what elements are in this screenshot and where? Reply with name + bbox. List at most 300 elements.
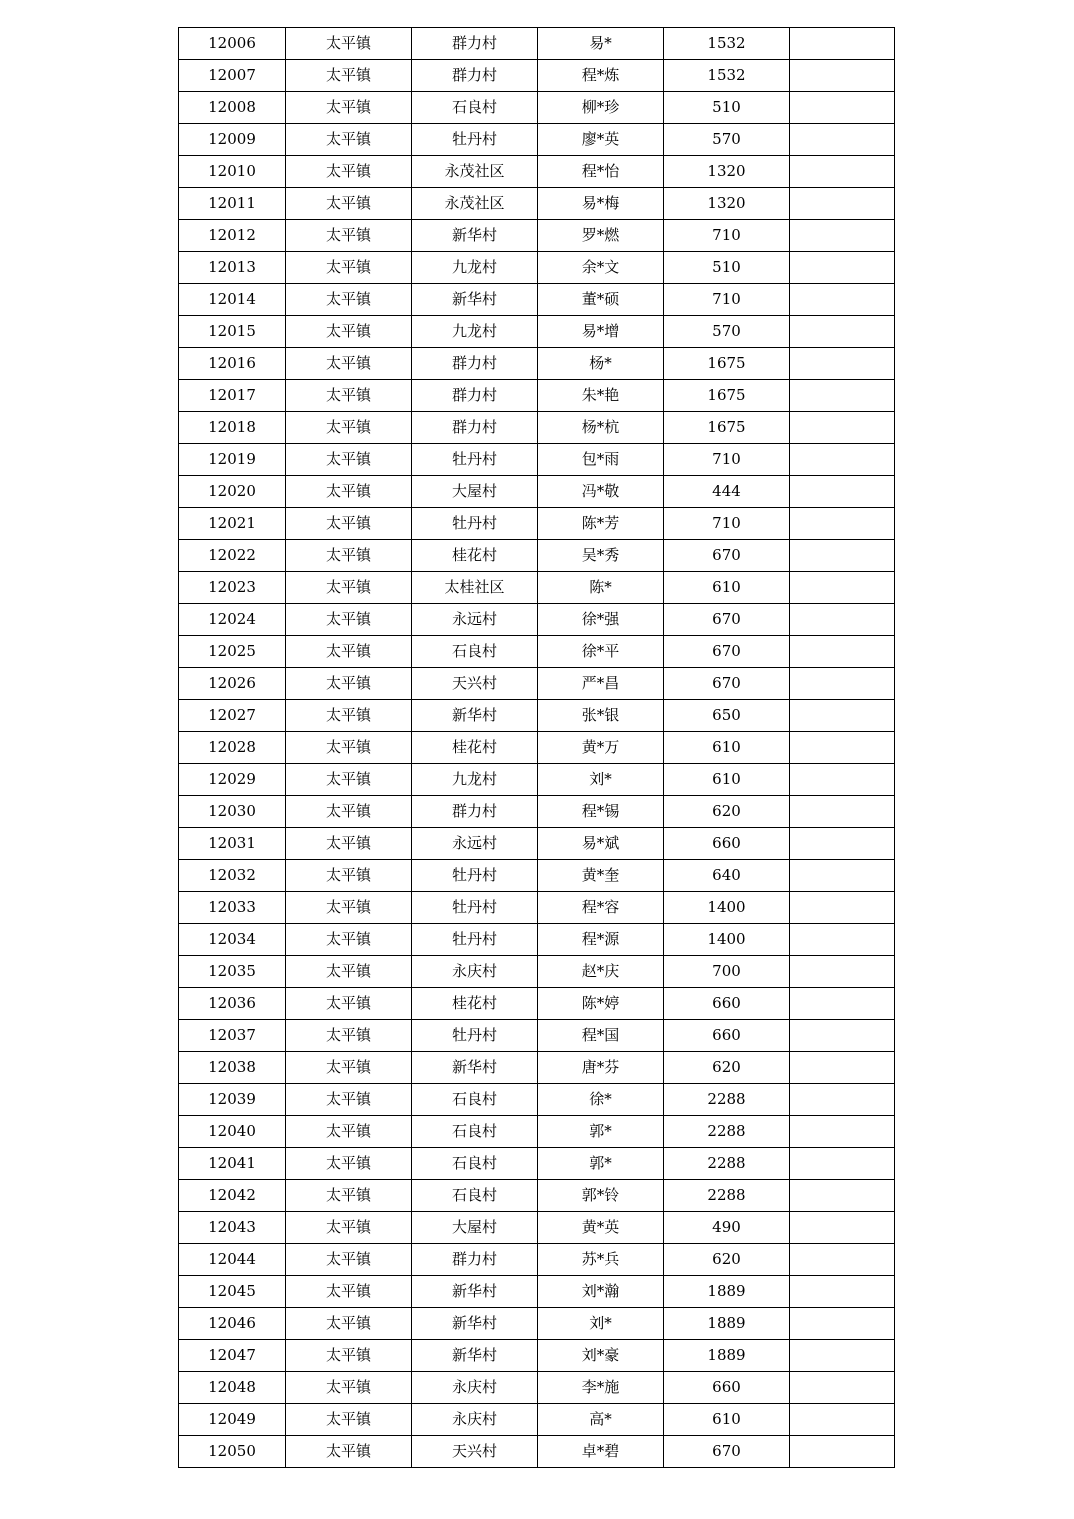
table-row [179,412,895,444]
cell-amount: 620 [664,796,790,828]
cell-note [790,28,895,60]
cell-amount: 610 [664,732,790,764]
cell-amount: 670 [664,668,790,700]
table-row [179,1372,895,1404]
cell-record-id: 12023 [179,572,286,604]
cell-person-name: 高* [538,1404,664,1436]
cell-amount: 490 [664,1212,790,1244]
cell-amount: 1675 [664,348,790,380]
table-row [179,1340,895,1372]
cell-person-name: 郭* [538,1116,664,1148]
cell-town: 太平镇 [286,348,412,380]
cell-note [790,1052,895,1084]
cell-amount: 670 [664,1436,790,1468]
cell-village: 新华村 [412,1276,538,1308]
cell-note [790,1148,895,1180]
cell-village: 大屋村 [412,1212,538,1244]
table-row [179,764,895,796]
cell-record-id: 12010 [179,156,286,188]
cell-person-name: 郭*铃 [538,1180,664,1212]
cell-record-id: 12038 [179,1052,286,1084]
cell-town: 太平镇 [286,764,412,796]
cell-amount: 610 [664,1404,790,1436]
table-row [179,28,895,60]
cell-town: 太平镇 [286,412,412,444]
cell-person-name: 程*锡 [538,796,664,828]
cell-record-id: 12006 [179,28,286,60]
cell-town: 太平镇 [286,508,412,540]
cell-record-id: 12046 [179,1308,286,1340]
cell-amount: 640 [664,860,790,892]
cell-village: 九龙村 [412,316,538,348]
cell-person-name: 徐* [538,1084,664,1116]
cell-town: 太平镇 [286,476,412,508]
cell-amount: 620 [664,1052,790,1084]
cell-amount: 1400 [664,924,790,956]
table-row [179,60,895,92]
cell-note [790,92,895,124]
cell-note [790,700,895,732]
cell-village: 群力村 [412,60,538,92]
cell-person-name: 黄*英 [538,1212,664,1244]
cell-person-name: 余*文 [538,252,664,284]
cell-town: 太平镇 [286,988,412,1020]
table-row [179,348,895,380]
cell-town: 太平镇 [286,1020,412,1052]
cell-person-name: 程*国 [538,1020,664,1052]
cell-village: 群力村 [412,28,538,60]
cell-person-name: 易* [538,28,664,60]
cell-amount: 1532 [664,60,790,92]
cell-note [790,732,895,764]
cell-record-id: 12048 [179,1372,286,1404]
table-row [179,636,895,668]
cell-note [790,316,895,348]
cell-amount: 1675 [664,412,790,444]
table-row [179,924,895,956]
cell-village: 群力村 [412,796,538,828]
cell-record-id: 12027 [179,700,286,732]
cell-town: 太平镇 [286,1276,412,1308]
cell-town: 太平镇 [286,188,412,220]
cell-note [790,572,895,604]
cell-village: 石良村 [412,1148,538,1180]
cell-person-name: 董*硕 [538,284,664,316]
cell-village: 永庆村 [412,956,538,988]
cell-person-name: 唐*芬 [538,1052,664,1084]
cell-record-id: 12015 [179,316,286,348]
cell-record-id: 12025 [179,636,286,668]
cell-record-id: 12043 [179,1212,286,1244]
table-row [179,476,895,508]
cell-amount: 660 [664,988,790,1020]
cell-amount: 1889 [664,1308,790,1340]
table-row [179,284,895,316]
cell-village: 桂花村 [412,988,538,1020]
cell-note [790,1308,895,1340]
cell-amount: 510 [664,92,790,124]
table-row [179,1084,895,1116]
cell-record-id: 12018 [179,412,286,444]
cell-village: 桂花村 [412,540,538,572]
cell-record-id: 12033 [179,892,286,924]
cell-record-id: 12028 [179,732,286,764]
table-row [179,1116,895,1148]
table-row [179,220,895,252]
cell-amount: 2288 [664,1116,790,1148]
cell-amount: 710 [664,508,790,540]
cell-person-name: 陈*婷 [538,988,664,1020]
cell-amount: 1532 [664,28,790,60]
cell-village: 群力村 [412,348,538,380]
cell-person-name: 罗*燃 [538,220,664,252]
cell-person-name: 包*雨 [538,444,664,476]
cell-village: 牡丹村 [412,444,538,476]
cell-town: 太平镇 [286,92,412,124]
table-row [179,380,895,412]
cell-note [790,1084,895,1116]
cell-town: 太平镇 [286,220,412,252]
cell-record-id: 12016 [179,348,286,380]
cell-amount: 570 [664,124,790,156]
cell-amount: 660 [664,1372,790,1404]
cell-person-name: 黄*万 [538,732,664,764]
table-row [179,1404,895,1436]
cell-person-name: 李*施 [538,1372,664,1404]
cell-village: 新华村 [412,220,538,252]
cell-person-name: 郭* [538,1148,664,1180]
table-row [179,796,895,828]
cell-person-name: 朱*艳 [538,380,664,412]
table-row [179,124,895,156]
cell-record-id: 12021 [179,508,286,540]
cell-note [790,540,895,572]
cell-person-name: 程*炼 [538,60,664,92]
cell-note [790,380,895,412]
cell-record-id: 12049 [179,1404,286,1436]
cell-person-name: 柳*珍 [538,92,664,124]
cell-amount: 444 [664,476,790,508]
cell-town: 太平镇 [286,700,412,732]
cell-person-name: 陈* [538,572,664,604]
cell-village: 天兴村 [412,1436,538,1468]
cell-town: 太平镇 [286,1404,412,1436]
cell-village: 天兴村 [412,668,538,700]
cell-record-id: 12026 [179,668,286,700]
table-row [179,1148,895,1180]
table-row [179,668,895,700]
cell-town: 太平镇 [286,1436,412,1468]
cell-record-id: 12040 [179,1116,286,1148]
table-row [179,700,895,732]
cell-note [790,348,895,380]
cell-person-name: 徐*强 [538,604,664,636]
cell-village: 大屋村 [412,476,538,508]
table-row [179,1308,895,1340]
cell-note [790,924,895,956]
cell-village: 石良村 [412,636,538,668]
cell-town: 太平镇 [286,604,412,636]
table-row [179,156,895,188]
cell-record-id: 12020 [179,476,286,508]
cell-record-id: 12007 [179,60,286,92]
cell-town: 太平镇 [286,380,412,412]
cell-village: 永茂社区 [412,156,538,188]
cell-town: 太平镇 [286,540,412,572]
cell-village: 牡丹村 [412,860,538,892]
cell-record-id: 12013 [179,252,286,284]
cell-town: 太平镇 [286,1244,412,1276]
cell-village: 石良村 [412,1084,538,1116]
cell-village: 永远村 [412,828,538,860]
cell-amount: 2288 [664,1084,790,1116]
cell-note [790,1244,895,1276]
cell-record-id: 12008 [179,92,286,124]
table-row [179,1276,895,1308]
cell-record-id: 12030 [179,796,286,828]
cell-town: 太平镇 [286,1116,412,1148]
table-row [179,1436,895,1468]
cell-village: 永庆村 [412,1372,538,1404]
cell-village: 新华村 [412,1308,538,1340]
cell-town: 太平镇 [286,1308,412,1340]
table-row [179,540,895,572]
cell-town: 太平镇 [286,1084,412,1116]
cell-village: 石良村 [412,92,538,124]
cell-amount: 670 [664,540,790,572]
cell-record-id: 12036 [179,988,286,1020]
cell-amount: 610 [664,764,790,796]
cell-record-id: 12012 [179,220,286,252]
cell-amount: 670 [664,636,790,668]
cell-village: 牡丹村 [412,124,538,156]
cell-town: 太平镇 [286,444,412,476]
cell-person-name: 赵*庆 [538,956,664,988]
cell-amount: 610 [664,572,790,604]
cell-note [790,60,895,92]
cell-village: 桂花村 [412,732,538,764]
cell-town: 太平镇 [286,1340,412,1372]
table-row [179,1020,895,1052]
cell-record-id: 12014 [179,284,286,316]
cell-village: 太桂社区 [412,572,538,604]
cell-town: 太平镇 [286,732,412,764]
cell-record-id: 12041 [179,1148,286,1180]
cell-record-id: 12042 [179,1180,286,1212]
cell-note [790,1340,895,1372]
cell-village: 永远村 [412,604,538,636]
table-row [179,1212,895,1244]
cell-note [790,220,895,252]
table-row [179,316,895,348]
table-row [179,988,895,1020]
cell-amount: 710 [664,220,790,252]
cell-amount: 660 [664,1020,790,1052]
cell-record-id: 12024 [179,604,286,636]
cell-village: 牡丹村 [412,508,538,540]
cell-person-name: 易*梅 [538,188,664,220]
cell-amount: 660 [664,828,790,860]
cell-amount: 1889 [664,1276,790,1308]
cell-note [790,156,895,188]
cell-person-name: 易*增 [538,316,664,348]
cell-amount: 1675 [664,380,790,412]
cell-person-name: 程*源 [538,924,664,956]
cell-record-id: 12019 [179,444,286,476]
cell-note [790,860,895,892]
cell-record-id: 12009 [179,124,286,156]
cell-person-name: 徐*平 [538,636,664,668]
cell-amount: 510 [664,252,790,284]
cell-record-id: 12039 [179,1084,286,1116]
cell-village: 永茂社区 [412,188,538,220]
cell-person-name: 刘* [538,764,664,796]
cell-person-name: 吴*秀 [538,540,664,572]
cell-person-name: 张*银 [538,700,664,732]
roster-table-body [179,28,895,1468]
table-row [179,92,895,124]
cell-person-name: 冯*敬 [538,476,664,508]
cell-person-name: 易*斌 [538,828,664,860]
cell-village: 石良村 [412,1180,538,1212]
cell-note [790,412,895,444]
cell-record-id: 12035 [179,956,286,988]
table-row [179,1180,895,1212]
cell-town: 太平镇 [286,1212,412,1244]
cell-record-id: 12037 [179,1020,286,1052]
table-row [179,508,895,540]
cell-note [790,988,895,1020]
cell-record-id: 12044 [179,1244,286,1276]
cell-person-name: 杨*杭 [538,412,664,444]
cell-person-name: 黄*奎 [538,860,664,892]
cell-town: 太平镇 [286,1052,412,1084]
cell-town: 太平镇 [286,828,412,860]
cell-village: 牡丹村 [412,892,538,924]
cell-amount: 1400 [664,892,790,924]
cell-town: 太平镇 [286,60,412,92]
cell-village: 九龙村 [412,252,538,284]
cell-note [790,956,895,988]
cell-town: 太平镇 [286,924,412,956]
cell-person-name: 刘* [538,1308,664,1340]
cell-note [790,444,895,476]
cell-note [790,1372,895,1404]
cell-amount: 570 [664,316,790,348]
cell-town: 太平镇 [286,956,412,988]
cell-town: 太平镇 [286,892,412,924]
cell-town: 太平镇 [286,316,412,348]
cell-amount: 710 [664,444,790,476]
cell-village: 群力村 [412,1244,538,1276]
cell-amount: 710 [664,284,790,316]
cell-town: 太平镇 [286,572,412,604]
cell-note [790,508,895,540]
cell-town: 太平镇 [286,668,412,700]
roster-table [178,27,895,1468]
cell-person-name: 刘*豪 [538,1340,664,1372]
cell-record-id: 12022 [179,540,286,572]
cell-town: 太平镇 [286,636,412,668]
cell-village: 九龙村 [412,764,538,796]
table-row [179,860,895,892]
cell-village: 牡丹村 [412,1020,538,1052]
cell-note [790,1180,895,1212]
table-row [179,252,895,284]
cell-note [790,476,895,508]
cell-amount: 2288 [664,1148,790,1180]
cell-town: 太平镇 [286,1180,412,1212]
table-row [179,732,895,764]
cell-note [790,124,895,156]
cell-note [790,828,895,860]
cell-town: 太平镇 [286,796,412,828]
cell-note [790,892,895,924]
cell-village: 群力村 [412,412,538,444]
cell-village: 新华村 [412,1052,538,1084]
cell-person-name: 杨* [538,348,664,380]
cell-note [790,1404,895,1436]
cell-person-name: 刘*瀚 [538,1276,664,1308]
cell-note [790,252,895,284]
cell-village: 永庆村 [412,1404,538,1436]
cell-amount: 670 [664,604,790,636]
cell-town: 太平镇 [286,284,412,316]
cell-note [790,284,895,316]
cell-village: 牡丹村 [412,924,538,956]
cell-note [790,188,895,220]
cell-note [790,1212,895,1244]
cell-record-id: 12034 [179,924,286,956]
table-row [179,188,895,220]
cell-village: 群力村 [412,380,538,412]
cell-note [790,1116,895,1148]
cell-person-name: 苏*兵 [538,1244,664,1276]
cell-person-name: 严*昌 [538,668,664,700]
cell-town: 太平镇 [286,860,412,892]
cell-note [790,1276,895,1308]
cell-town: 太平镇 [286,1372,412,1404]
table-row [179,892,895,924]
cell-person-name: 程*容 [538,892,664,924]
cell-amount: 1320 [664,156,790,188]
cell-village: 新华村 [412,700,538,732]
table-row [179,1052,895,1084]
cell-amount: 1320 [664,188,790,220]
cell-amount: 700 [664,956,790,988]
cell-record-id: 12050 [179,1436,286,1468]
cell-record-id: 12029 [179,764,286,796]
cell-person-name: 卓*碧 [538,1436,664,1468]
cell-record-id: 12017 [179,380,286,412]
cell-amount: 1889 [664,1340,790,1372]
cell-village: 新华村 [412,284,538,316]
cell-person-name: 陈*芳 [538,508,664,540]
cell-village: 石良村 [412,1116,538,1148]
table-row [179,604,895,636]
cell-note [790,636,895,668]
table-row [179,828,895,860]
cell-person-name: 程*怡 [538,156,664,188]
cell-town: 太平镇 [286,252,412,284]
cell-amount: 2288 [664,1180,790,1212]
cell-note [790,1436,895,1468]
cell-record-id: 12047 [179,1340,286,1372]
cell-note [790,604,895,636]
cell-record-id: 12045 [179,1276,286,1308]
table-row [179,572,895,604]
cell-town: 太平镇 [286,124,412,156]
